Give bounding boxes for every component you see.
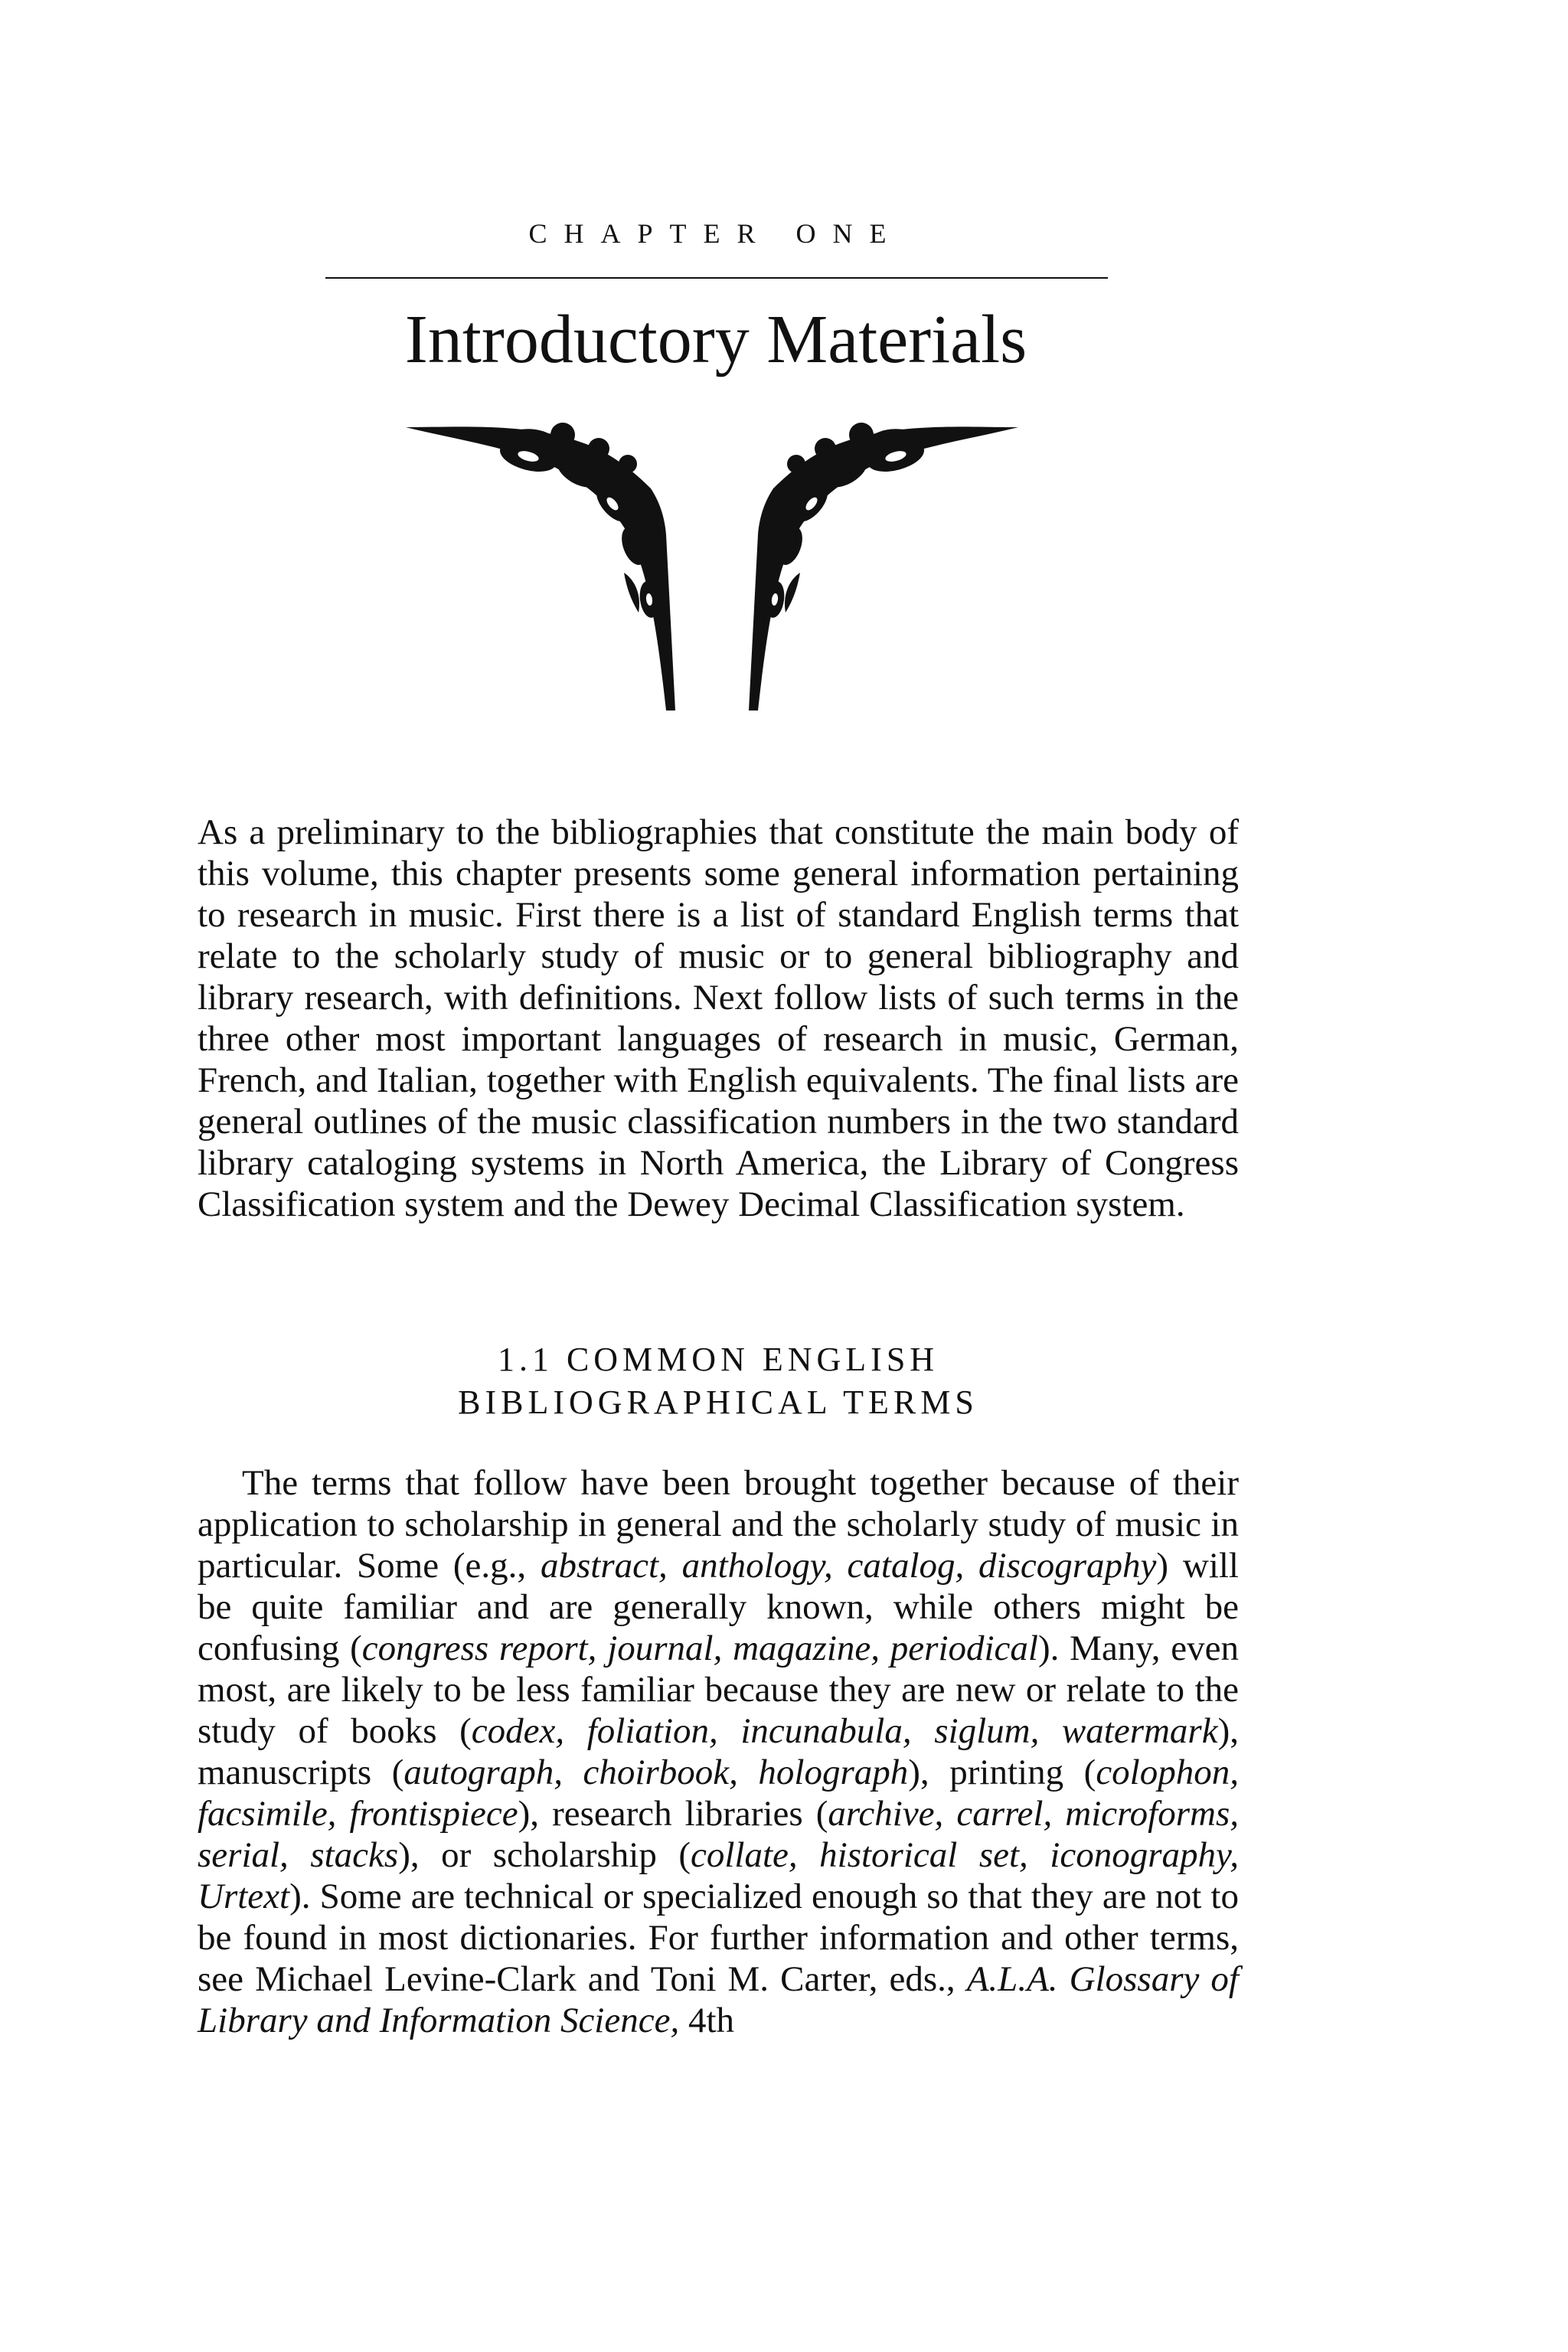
paragraph-text: The terms that follow have been brought together because of their application to scholarship in general and the scholarly study of music in particular. Some (e.g., (198, 1463, 1239, 1586)
section-heading-line2: BIBLIOGRAPHICAL TERMS (458, 1383, 978, 1421)
example-terms: congress report, journal, magazine, periodical (361, 1628, 1038, 1668)
example-terms: collate, historical set, iconography, Urtext (198, 1835, 1240, 1916)
chapter-label: CHAPTER ONE (528, 218, 903, 249)
paragraph-text: ). Some are technical or specialized enough so that they are not to be found in most dictionaries. For further information and other terms, see Michael Levine-Clark and Toni M. Carter, eds., (198, 1877, 1239, 1999)
paragraph-text: ), printing ( (908, 1753, 1096, 1792)
paragraph-text: ), or scholarship ( (398, 1835, 691, 1875)
chapter-title: Introductory Materials (404, 302, 1027, 377)
example-terms: colophon, facsimile, frontispiece (198, 1753, 1239, 1834)
paragraph-text: ) will be quite familiar and are generally known, while others might be confusing ( (198, 1546, 1239, 1668)
paragraph-text: ), manuscripts ( (198, 1711, 1239, 1792)
paragraph-text: ), research libraries ( (518, 1794, 828, 1834)
floral-ornament-icon (406, 412, 1018, 710)
example-terms: autograph, choirbook, holograph (403, 1753, 909, 1792)
chapter-rule (325, 277, 1108, 279)
example-terms: abstract, anthology, catalog, discography (540, 1546, 1157, 1586)
example-terms: archive, carrel, microforms, serial, stacks (198, 1794, 1239, 1875)
section-heading (198, 1338, 1239, 1424)
section-heading-line1: 1.1 COMMON ENGLISH (497, 1341, 939, 1378)
paragraph-text: ). Many, even most, are likely to be less familiar because they are new or relate to the study of books ( (198, 1628, 1239, 1751)
section-paragraph (198, 1462, 1239, 2041)
example-terms: codex, foliation, incunabula, siglum, watermark (471, 1711, 1218, 1751)
paragraph-text: 4th (679, 2001, 735, 2040)
intro-paragraph: As a preliminary to the bibliographies that constitute the main body of this volume, this chapter presents some general information pertaining to research in music. First there is a list of standard English terms that relate to the scholarly study of music or to general bibliography and library research, with definitions. Next follow lists of such terms in the three other most important languages of research in music, German, French, and Italian, together with English equivalents. The final lists are general outlines of the music classification numbers in the two standard library cataloging systems in North America, the Library of Congress Classification system and the Dewey Decimal Classification system. (198, 812, 1239, 1224)
book-title: A.L.A. Glossary of Library and Information Science, (198, 1959, 1239, 2040)
